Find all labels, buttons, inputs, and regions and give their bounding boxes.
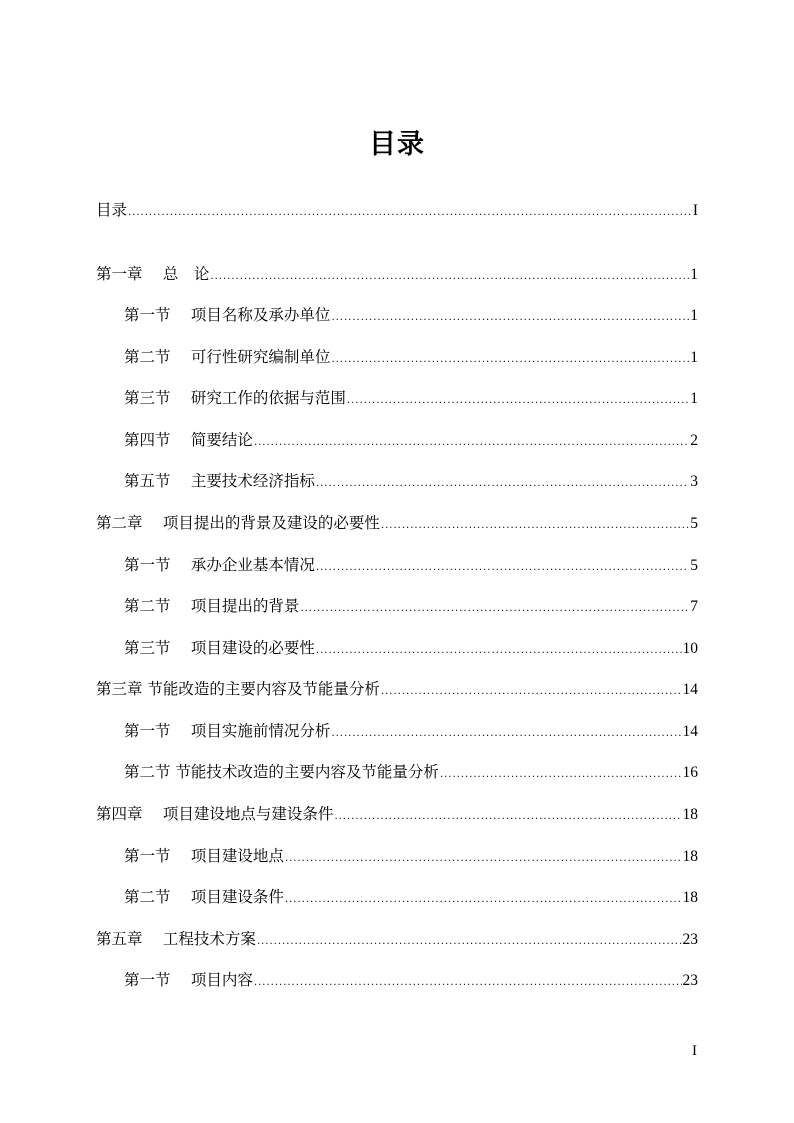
- toc-entry-label: 第五节 主要技术经济指标: [124, 472, 315, 490]
- toc-entry-page: I: [692, 202, 698, 219]
- toc-entry-label: 第二章 项目提出的背景及建设的必要性: [96, 514, 380, 532]
- toc-entry-label: 第二节 项目建设条件: [124, 888, 284, 906]
- toc-dot-leader: [331, 723, 681, 745]
- toc-dot-leader: [347, 390, 689, 412]
- toc-entry-contents[interactable]: [96, 199, 698, 221]
- toc-entry-label: 第一节 项目名称及承办单位: [124, 306, 331, 324]
- toc-entry-section[interactable]: [124, 969, 698, 991]
- toc-entry-page: 1: [690, 349, 698, 366]
- toc-entry-page: 3: [690, 473, 698, 490]
- toc-entry-section[interactable]: [124, 429, 698, 451]
- toc-entry-label: 第三节 项目建设的必要性: [124, 639, 315, 657]
- toc-dot-leader: [254, 972, 682, 994]
- toc-entry-page: 1: [690, 307, 698, 324]
- toc-entry-section[interactable]: [124, 470, 698, 492]
- toc-dot-leader: [331, 307, 689, 329]
- page-number: I: [692, 1043, 697, 1059]
- toc-entry-section[interactable]: [124, 845, 698, 867]
- toc-entry-label: 第二节 节能技术改造的主要内容及节能量分析: [124, 763, 439, 781]
- toc-entry-chapter-1[interactable]: [96, 263, 698, 285]
- toc-entry-page: 23: [682, 972, 698, 989]
- toc-entry-page: 14: [682, 723, 698, 740]
- toc-entry-section[interactable]: [124, 346, 698, 368]
- toc-dot-leader: [334, 806, 681, 828]
- toc-entry-label: 第一节 承办企业基本情况: [124, 556, 315, 574]
- toc-entry-label: 目录: [96, 201, 128, 219]
- toc-entry-label: 第三章 节能改造的主要内容及节能量分析: [96, 680, 380, 698]
- toc-entry-label: 第五章 工程技术方案: [96, 930, 256, 948]
- toc-entry-section[interactable]: [124, 886, 698, 908]
- toc-dot-leader: [285, 889, 682, 911]
- toc-entry-section[interactable]: [124, 387, 698, 409]
- toc-dot-leader: [316, 640, 682, 662]
- toc-entry-page: 18: [682, 848, 698, 865]
- toc-entry-section[interactable]: [124, 761, 698, 783]
- toc-entry-page: 18: [682, 889, 698, 906]
- toc-entry-section[interactable]: [124, 554, 698, 576]
- toc-dot-leader: [300, 598, 689, 620]
- toc-entry-label: 第四章 项目建设地点与建设条件: [96, 805, 334, 823]
- toc-entry-label: 第二节 可行性研究编制单位: [124, 348, 331, 366]
- toc-entry-page: 16: [682, 764, 698, 781]
- toc-entry-label: 第一节 项目建设地点: [124, 847, 284, 865]
- toc-entry-label: 第三节 研究工作的依据与范围: [124, 389, 346, 407]
- toc-entry-page: 7: [690, 598, 698, 615]
- toc-entry-label: 第一章 总 论: [96, 265, 210, 283]
- toc-entry-page: 5: [690, 515, 698, 532]
- toc-dot-leader: [381, 515, 689, 537]
- toc-entry-chapter-2[interactable]: [96, 512, 698, 534]
- toc-dot-leader: [210, 266, 689, 288]
- toc-dot-leader: [257, 931, 682, 953]
- toc-entry-section[interactable]: [124, 304, 698, 326]
- toc-entry-page: 1: [690, 390, 698, 407]
- toc-dot-leader: [254, 432, 689, 454]
- toc-entry-chapter-5[interactable]: [96, 928, 698, 950]
- toc-dot-leader: [331, 349, 689, 371]
- toc-entry-label: 第四节 简要结论: [124, 431, 253, 449]
- toc-entry-page: 1: [690, 266, 698, 283]
- toc-entry-chapter-3[interactable]: [96, 678, 698, 700]
- toc-entry-page: 2: [690, 432, 698, 449]
- toc-dot-leader: [285, 848, 682, 870]
- toc-dot-leader: [440, 764, 682, 786]
- page-title: 目录: [369, 129, 425, 160]
- toc-dot-leader: [128, 202, 692, 224]
- toc-dot-leader: [316, 557, 689, 579]
- toc-entry-page: 14: [682, 681, 698, 698]
- toc-entry-section[interactable]: [124, 720, 698, 742]
- toc-entry-page: 23: [682, 931, 698, 948]
- toc-entry-label: 第一节 项目内容: [124, 971, 253, 989]
- toc-dot-leader: [316, 473, 689, 495]
- toc-entry-chapter-4[interactable]: [96, 803, 698, 825]
- toc-entry-section[interactable]: [124, 595, 698, 617]
- toc-entry-page: 18: [682, 806, 698, 823]
- toc-entry-label: 第一节 项目实施前情况分析: [124, 722, 331, 740]
- toc-entry-page: 10: [682, 640, 698, 657]
- toc-entry-label: 第二节 项目提出的背景: [124, 597, 300, 615]
- toc-dot-leader: [381, 681, 682, 703]
- toc-entry-section[interactable]: [124, 637, 698, 659]
- toc-entry-page: 5: [690, 557, 698, 574]
